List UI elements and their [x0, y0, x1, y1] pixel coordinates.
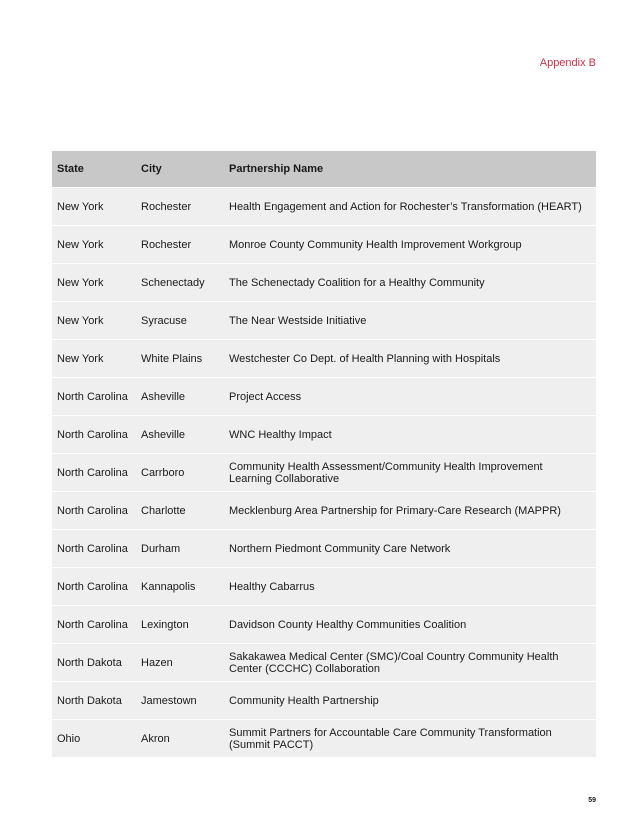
- cell-state: Ohio: [57, 732, 81, 745]
- table-row: [52, 225, 596, 263]
- table-row: [52, 415, 596, 453]
- cell-partnership-name: The Near Westside Initiative: [229, 314, 367, 327]
- cell-city: Carrboro: [141, 466, 185, 479]
- cell-state: North Carolina: [57, 504, 128, 517]
- cell-state: New York: [57, 276, 104, 289]
- cell-city: Jamestown: [141, 694, 197, 707]
- cell-partnership-name: The Schenectady Coalition for a Healthy Community: [229, 276, 485, 289]
- table-row: [52, 263, 596, 301]
- appendix-label: Appendix B: [539, 57, 596, 69]
- cell-partnership-name: Project Access: [229, 390, 302, 403]
- table-row: [52, 681, 596, 719]
- cell-state: New York: [57, 200, 104, 213]
- cell-state: New York: [57, 238, 104, 251]
- cell-partnership-name: Community Health Partnership: [229, 694, 379, 707]
- cell-city: Hazen: [141, 656, 173, 669]
- cell-partnership-name: Westchester Co Dept. of Health Planning with Hospitals: [229, 352, 501, 365]
- cell-partnership-name: Northern Piedmont Community Care Network: [229, 542, 451, 555]
- table-body: [52, 187, 596, 757]
- cell-partnership-name: Davidson County Healthy Communities Coalition: [229, 618, 467, 631]
- header-state: State: [57, 163, 84, 175]
- cell-city: Lexington: [141, 618, 189, 631]
- cell-state: North Carolina: [57, 466, 128, 479]
- table-row: [52, 529, 596, 567]
- cell-partnership-name: Monroe County Community Health Improvement Workgroup: [229, 238, 522, 251]
- partnership-table: [52, 151, 596, 757]
- cell-city: Syracuse: [141, 314, 187, 327]
- cell-city: White Plains: [141, 352, 203, 365]
- cell-partnership-name: Community Health Assessment/Community Health Improvement Learning Collaborative: [229, 460, 543, 485]
- cell-city: Asheville: [141, 428, 186, 441]
- cell-state: North Carolina: [57, 542, 128, 555]
- table-row: [52, 719, 596, 757]
- cell-partnership-name: Healthy Cabarrus: [229, 580, 315, 593]
- cell-state: North Dakota: [57, 694, 122, 707]
- cell-city: Schenectady: [141, 276, 205, 289]
- cell-partnership-name: WNC Healthy Impact: [229, 428, 332, 441]
- table-row: [52, 491, 596, 529]
- cell-partnership-name: Sakakawea Medical Center (SMC)/Coal Country Community Health Center (CCCHC) Collaboration: [229, 650, 559, 675]
- cell-state: New York: [57, 314, 104, 327]
- cell-city: Kannapolis: [141, 580, 196, 593]
- table-row: [52, 339, 596, 377]
- cell-city: Durham: [141, 542, 181, 555]
- cell-state: North Dakota: [57, 656, 122, 669]
- table-row: [52, 605, 596, 643]
- page-number: 59: [588, 797, 596, 804]
- cell-city: Akron: [141, 732, 170, 745]
- header-partnership-name: Partnership Name: [229, 163, 324, 175]
- table-header-row: [52, 151, 596, 187]
- header-city: City: [141, 163, 162, 175]
- cell-city: Asheville: [141, 390, 186, 403]
- cell-partnership-name: Mecklenburg Area Partnership for Primary-Care Research (MAPPR): [229, 504, 561, 517]
- cell-city: Charlotte: [141, 504, 186, 517]
- cell-partnership-name: Health Engagement and Action for Rochester’s Transformation (HEART): [229, 200, 582, 213]
- table-row: [52, 643, 596, 681]
- table-row: [52, 301, 596, 339]
- table-row: [52, 377, 596, 415]
- cell-state: North Carolina: [57, 580, 128, 593]
- cell-state: North Carolina: [57, 618, 128, 631]
- cell-city: Rochester: [141, 200, 192, 213]
- table-row: [52, 567, 596, 605]
- cell-state: North Carolina: [57, 390, 128, 403]
- cell-partnership-name: Summit Partners for Accountable Care Community Transformation (Summit PACCT): [229, 726, 552, 751]
- cell-city: Rochester: [141, 238, 192, 251]
- table-row: [52, 187, 596, 225]
- table-row: [52, 453, 596, 491]
- cell-state: New York: [57, 352, 104, 365]
- cell-state: North Carolina: [57, 428, 128, 441]
